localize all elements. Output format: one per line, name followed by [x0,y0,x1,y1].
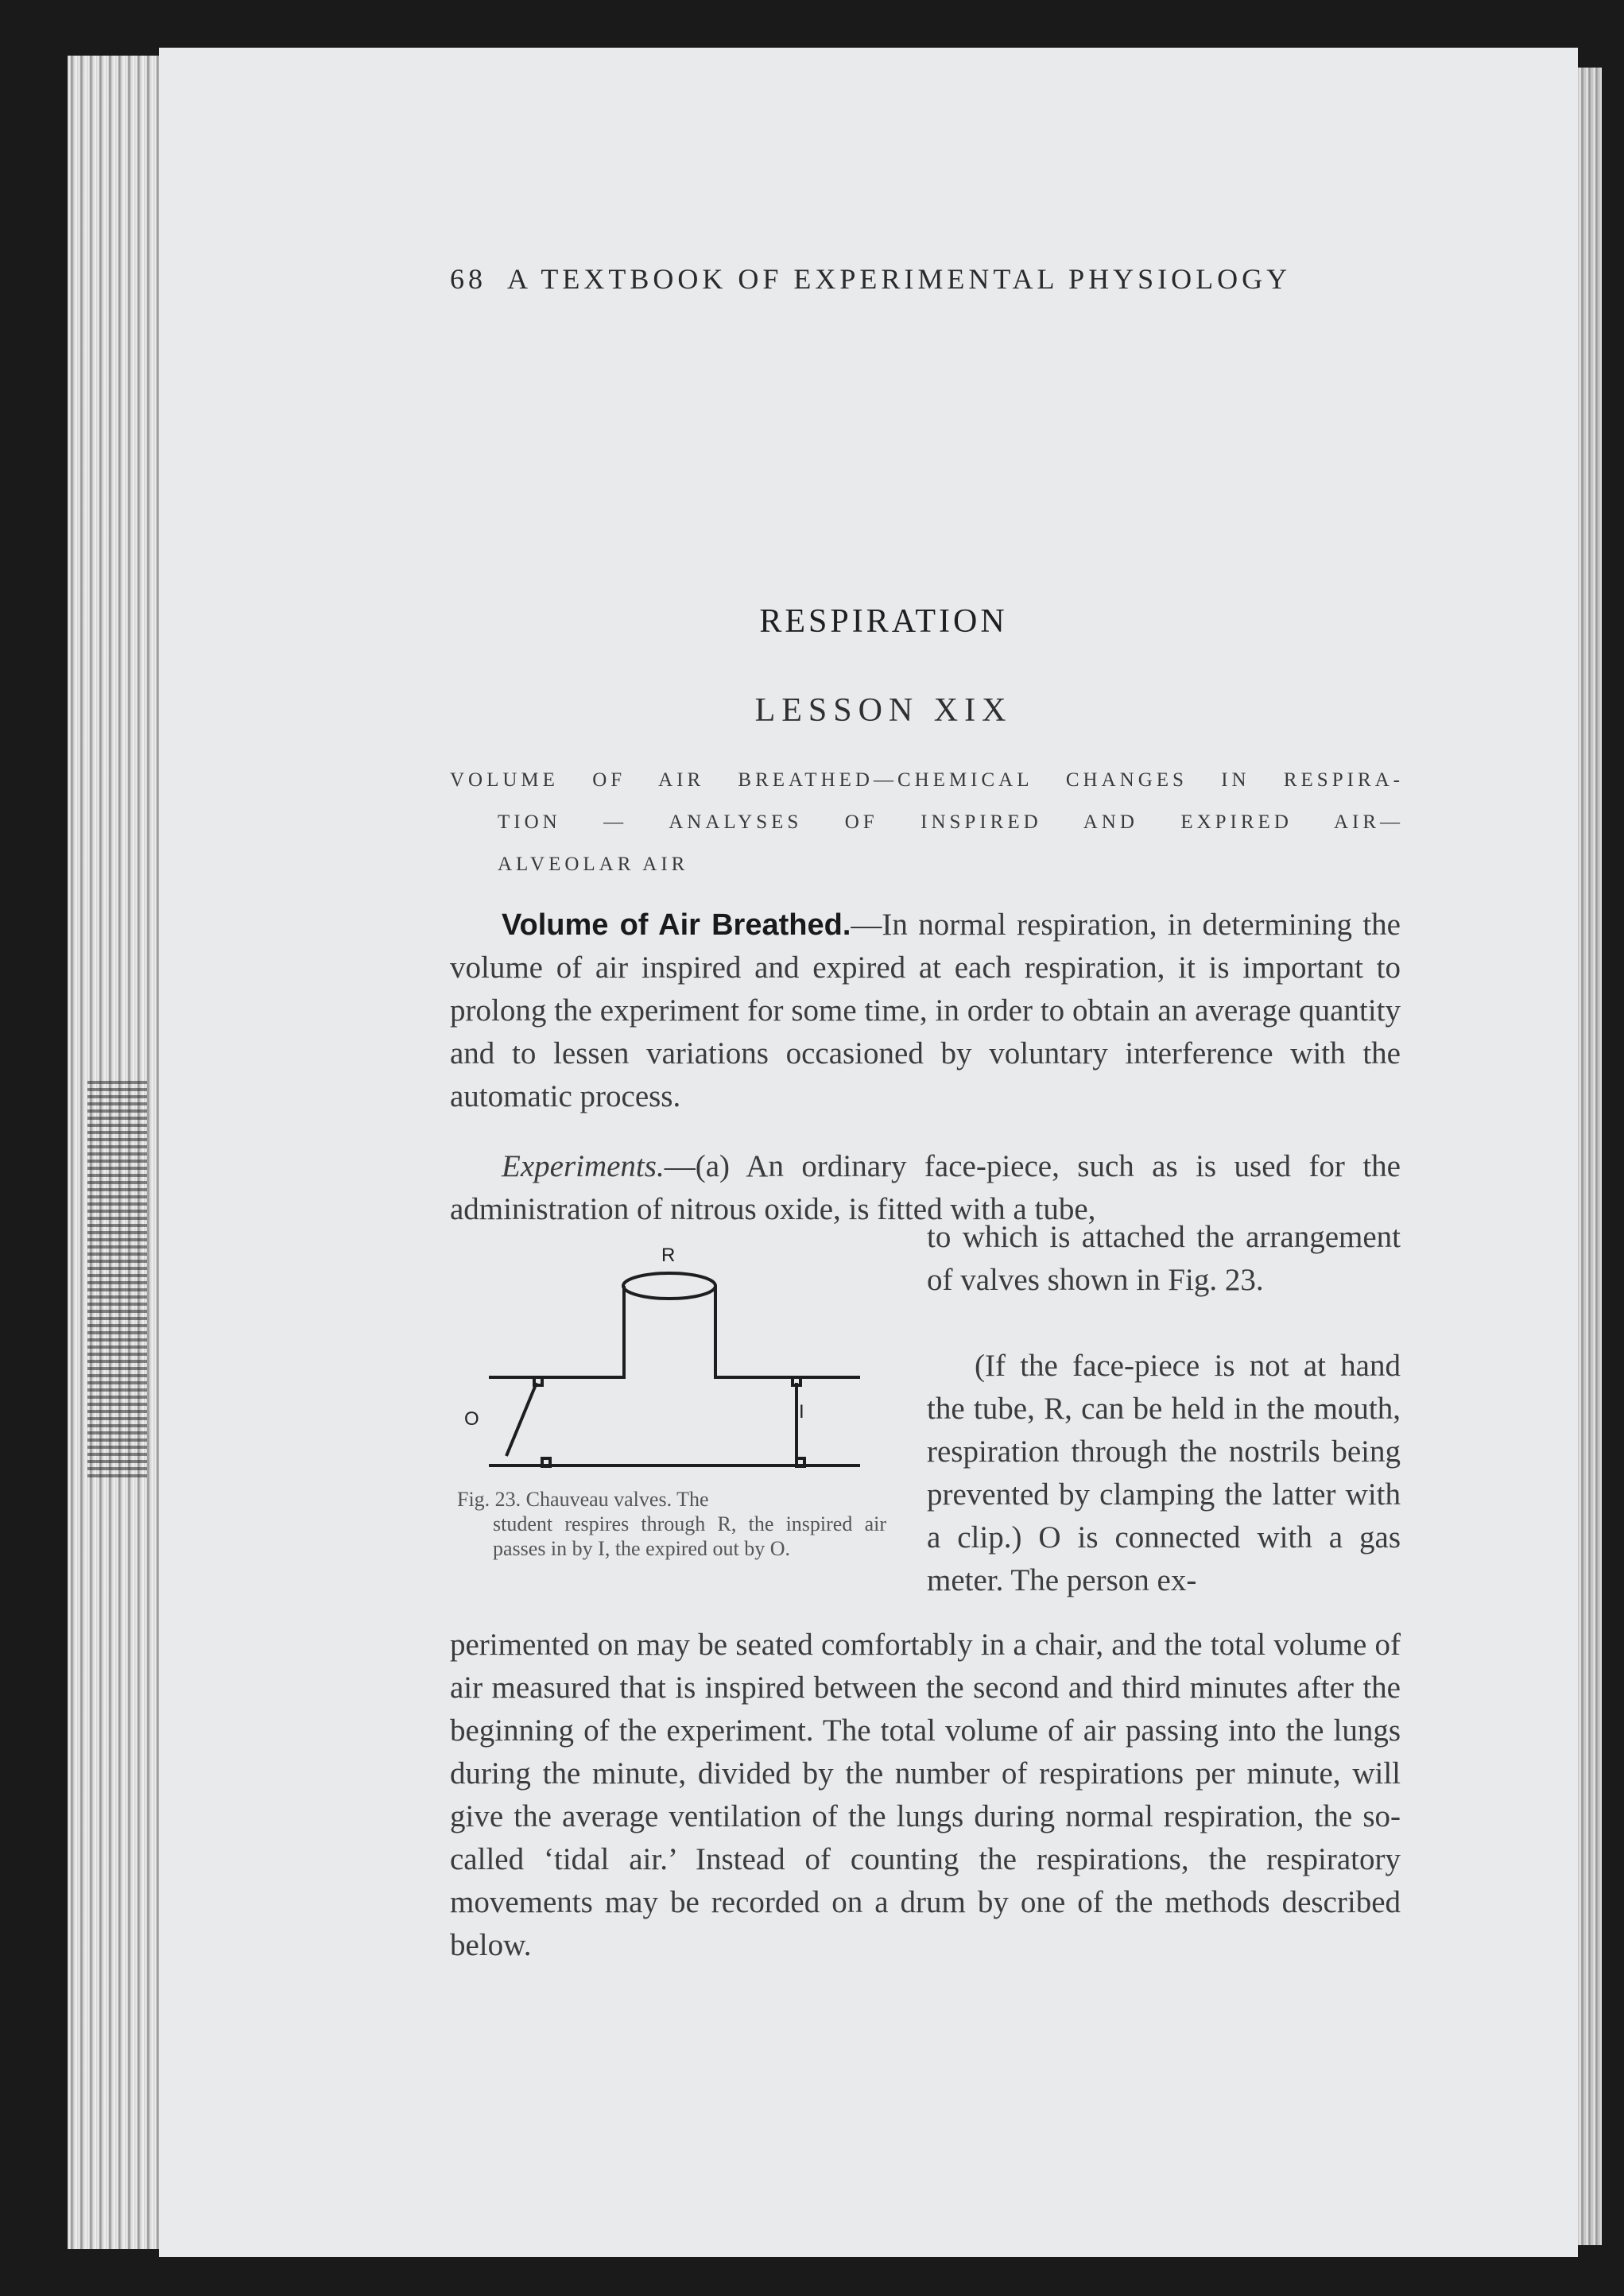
paragraph-beside-figure-1: to which is attached the arrangement of valves shown in Fig. 23. [927,1220,1401,1297]
paragraph-beside-figure-2: (If the face-piece is not at hand the tube, R, can be held in the mouth, respiration through the nostrils being prevented by clamping the latter with a clip.) O is connected with a gas meter. The person ex- [927,1349,1401,1597]
subheading-line-3: ALVEOLAR AIR [498,854,689,875]
label-o: O [464,1408,479,1430]
lesson-heading: LESSON XIX [754,692,1013,729]
paragraph-lead-heading: Volume of Air Breathed. [502,908,851,942]
caption-first-line: Fig. 23. Chauveau valves. The [457,1488,709,1511]
paragraph-2-text: An ordinary face-piece, such as is used for the administration of nitrous oxide, is fitted with a tube, [450,1149,1401,1226]
subheading-line-1: VOLUME OF AIR BREATHED—CHEMICAL CHANGES IN RESPIRA- [450,769,1404,791]
book-page-edges-right [1578,68,1602,2245]
lesson-subheading [450,759,1404,885]
paragraph-volume-of-air [450,904,1401,1118]
label-i: I [799,1401,804,1423]
caption-continuation: student respires through R, the inspired air passes in by I, the expired out by O. [493,1512,886,1560]
page-number: 68 [450,263,486,295]
spine-marks [87,1081,147,1478]
figure-chauveau-valves [464,1240,866,1478]
experiments-marker: —(a) [664,1149,730,1183]
paragraph-1-text: —In normal respiration, in determining the volume of air inspired and expired at each respiration, it is important to prolong the experiment for some time, in order to obtain an average quantity and to lessen variations occasioned by voluntary interference with the automatic process. [450,908,1401,1113]
experiments-italic-heading: Experiments. [502,1149,665,1183]
running-header [450,262,1344,296]
running-title: A TEXTBOOK OF EXPERIMENTAL PHYSIOLOGY [507,263,1292,295]
figure-caption [457,1487,886,1561]
section-title: RESPIRATION [759,603,1008,640]
subheading-line-2: TION — ANALYSES OF INSPIRED AND EXPIRED AIR— [498,811,1404,833]
label-r: R [661,1245,676,1266]
valve-diagram [485,1240,866,1478]
paragraph-tidal-air: perimented on may be seated comfortably in a chair, and the total volume of air measured that is inspired between the second and third minutes after the beginning of the experiment. The total volume of air passing into the lungs during the minute, divided by the number of respirations per minute, will give the average ventilation of the lungs during normal respiration, the so-called ‘tidal air.’ Instead of counting the respirations, the respiratory movements may be recorded on a drum by one of the methods described below. [450,1628,1401,1962]
